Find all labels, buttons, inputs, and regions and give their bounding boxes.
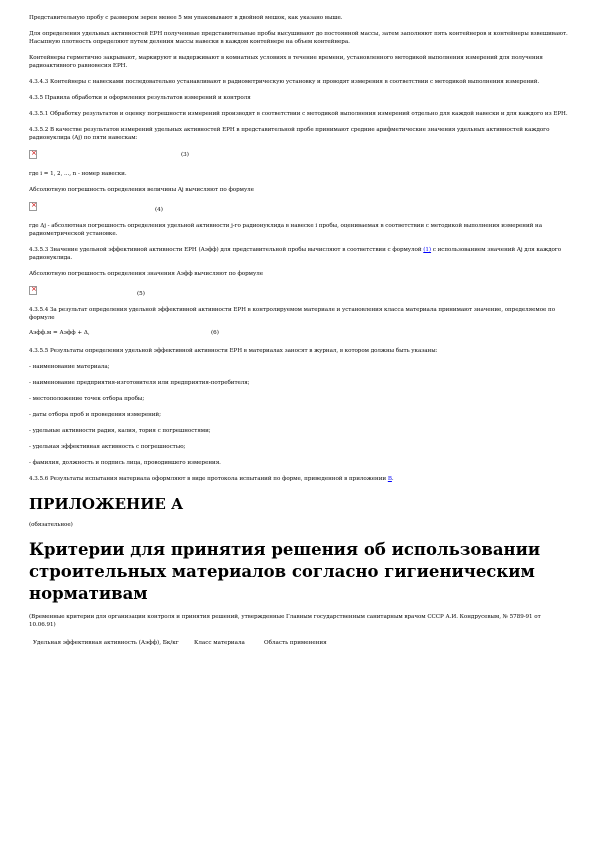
paragraph: 4.3.5.4 За результат определения удельной эффективной активности ЕРН в контролируемом материале и установления класса материала принимают значение, определяемое по формуле	[29, 307, 556, 321]
list-item: - наименование предприятия-изготовителя или предприятия-потребителя;	[29, 380, 250, 386]
formula-4	[29, 202, 569, 214]
formula-number: (5)	[137, 291, 145, 297]
paragraph: 4.3.5.1 Обработку результатов и оценку погрешности измерений производят в соответствии с методикой выполнения измерений отдельно для каждой навески и для каждого из ЕРН.	[29, 111, 568, 117]
paragraph: 4.3.4.3 Контейнеры с навесками последовательно устанавливают в радиометрическую установку и проводят измерения в соответствии с методикой выполнения измерений.	[29, 79, 540, 85]
paragraph-text: 4.3.5.6 Результаты испытания материала оформляют в виде протокола испытаний по форме, приведенной в приложении	[29, 476, 388, 482]
formula-number: (6)	[211, 330, 219, 336]
paragraph	[29, 246, 569, 262]
table-header-cell: Область применения	[264, 640, 327, 646]
broken-image-icon	[29, 202, 37, 211]
criteria-table-header	[29, 639, 569, 663]
paragraph: где Δj - абсолютная погрешность определения удельной активности j-го радионуклида в навеске i пробы, оцениваемая в соответствии с методикой выполнения измерений на радиометрической установке.	[29, 223, 543, 237]
formula-6	[29, 330, 569, 339]
appendix-note: (Временные критерии для организации контроля и принятия решений, утвержденные Главным государственным санитарным врачом СССР А.И. Кондрусевым, № 5789-91 от 10.06.91)	[29, 614, 541, 628]
formula-number: (3)	[181, 152, 189, 158]
paragraph: Представительную пробу с размером зерен менее 5 мм упаковывают в двойной мешок, как указано выше.	[29, 15, 343, 21]
table-header-cell: Класс материала	[194, 640, 245, 646]
appendix-title: ПРИЛОЖЕНИЕ А	[29, 495, 184, 513]
paragraph: где i = 1, 2, ..., n - номер навески.	[29, 171, 127, 177]
formula-text: Аэфф.м = Аэфф + Δ,	[29, 330, 90, 336]
paragraph-text: .	[391, 476, 394, 482]
list-item: - местоположение точек отбора пробы;	[29, 396, 145, 402]
list-item: - наименование материала;	[29, 364, 110, 370]
formula-3	[29, 150, 569, 162]
broken-image-icon	[29, 286, 37, 295]
paragraph-text: 4.3.5.3 Значение удельной эффективной активности ЕРН (Аэфф) для представительной пробы вычисляют в соответствии с формулой	[29, 247, 424, 253]
paragraph-text: с использованием значений Aj для каждого радионуклида.	[29, 247, 562, 261]
list-item: - удельная эффективная активность с погрешностью;	[29, 444, 186, 450]
paragraph: 4.3.5.5 Результаты определения удельной эффективной активности ЕРН в материалах заносят в журнал, в котором должны быть указаны:	[29, 348, 438, 354]
appendix-link[interactable]: В	[387, 476, 392, 482]
appendix-heading: Критерии для принятия решения об использовании строительных материалов согласно гигиеническим нормативам	[29, 540, 541, 603]
formula-5	[29, 286, 569, 298]
paragraph: Абсолютную погрешность определения значения Аэфф вычисляют по формуле	[29, 271, 263, 277]
paragraph: 4.3.5.2 В качестве результатов измерений удельных активностей ЕРН в представительной пробе принимают средние арифметические значения удельных активностей каждого радионуклида (Aj) по пяти навескам:	[29, 127, 550, 141]
appendix-subtitle: (обязательное)	[29, 522, 73, 528]
formula-link[interactable]: (1)	[423, 247, 432, 253]
paragraph: Контейнеры герметично закрывают, маркируют и выдерживают в комнатных условиях в течение времени, установленного методикой выполнения измерений для получения радиоактивного равновесия ЕРН.	[29, 55, 543, 69]
table-header-cell: Удельная эффективная активность (Аэфф), Бк/кг	[33, 640, 179, 646]
list-item: - даты отбора проб и проведения измерений;	[29, 412, 161, 418]
paragraph: Абсолютную погрешность определения величины Aj вычисляют по формуле	[29, 187, 254, 193]
broken-image-icon	[29, 150, 37, 159]
section-heading: 4.3.5 Правила обработки и оформления результатов измерений и контроля	[29, 95, 251, 101]
paragraph: Для определения удельных активностей ЕРН полученные представительные пробы высушивают до постоянной массы, затем заполняют пять контейнеров и контейнеры взвешивают. Насыпную плотность определяют путем деления массы навески в каждом контейнере на объем контейнера.	[29, 31, 568, 45]
document-page	[29, 14, 569, 663]
list-item: - фамилия, должность и подпись лица, проводившего измерения.	[29, 460, 221, 466]
paragraph	[29, 475, 569, 483]
list-item: - удельные активности радия, калия, тория с погрешностями;	[29, 428, 211, 434]
formula-number: (4)	[155, 207, 163, 213]
